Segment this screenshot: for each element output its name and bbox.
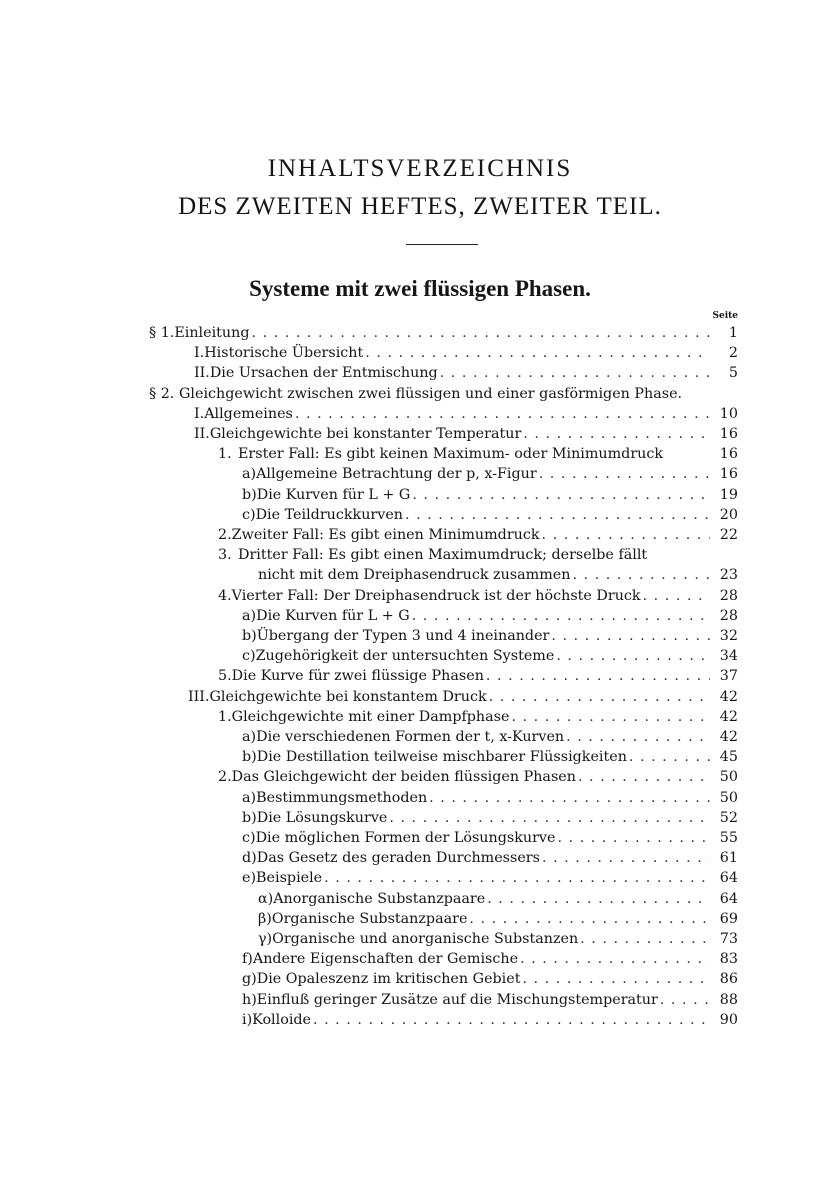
toc-entry-title: Bestimmungsmethoden bbox=[256, 789, 428, 806]
toc-entry bbox=[242, 464, 738, 484]
toc-entry-number: 1. bbox=[218, 446, 232, 463]
toc-entry-page: 90 bbox=[719, 1011, 738, 1028]
toc-entry bbox=[258, 565, 738, 585]
toc-entry bbox=[242, 808, 738, 828]
toc-entry bbox=[242, 1010, 738, 1030]
toc-entry-title: Gleichgewichte bei konstanter Temperatur bbox=[209, 426, 522, 442]
toc-entry-title: nicht mit dem Dreiphasendruck zusammen bbox=[258, 567, 571, 584]
toc-entry bbox=[242, 626, 738, 646]
toc-entry-page: 55 bbox=[719, 830, 738, 846]
toc-entry-title: Die Opaleszenz im kritischen Gebiet bbox=[256, 971, 521, 988]
toc-entry-number: II. bbox=[194, 426, 210, 442]
toc-entry-page: 16 bbox=[719, 426, 738, 442]
dot-leader bbox=[440, 363, 710, 383]
toc-entry-number: b) bbox=[242, 628, 257, 644]
toc-entry-title: Allgemeines bbox=[204, 405, 293, 422]
toc-entry bbox=[258, 929, 738, 949]
toc-entry-page: 28 bbox=[719, 587, 738, 604]
toc-entry-page: 50 bbox=[719, 789, 738, 806]
toc-entry-page: 50 bbox=[719, 769, 738, 786]
toc-entry-title: Die möglichen Formen der Lösungskurve bbox=[255, 830, 556, 846]
toc-entry-page: 45 bbox=[719, 749, 738, 766]
dot-leader bbox=[429, 788, 710, 808]
toc-entry bbox=[242, 646, 738, 666]
toc-entry bbox=[149, 384, 738, 404]
toc-entry-page: 88 bbox=[719, 991, 738, 1008]
toc-entry-number: c) bbox=[242, 506, 256, 523]
toc-entry bbox=[242, 485, 738, 505]
toc-entry-page: 52 bbox=[719, 809, 738, 826]
toc-entry bbox=[242, 747, 738, 767]
toc-entry-page: 37 bbox=[719, 668, 738, 685]
toc-entry-page: 28 bbox=[719, 607, 738, 624]
toc-entry-title: Das Gesetz des geraden Durchmessers bbox=[256, 850, 540, 867]
toc-entry-page: 42 bbox=[719, 688, 738, 705]
toc-entry bbox=[218, 545, 738, 565]
toc-entry-title: Dritter Fall: Es gibt einen Maximumdruck; derselbe fällt bbox=[238, 547, 648, 564]
toc-entry-title: Anorganische Substanzpaare bbox=[273, 890, 486, 907]
dot-leader bbox=[580, 929, 710, 949]
toc-entry-number: b) bbox=[242, 749, 257, 766]
toc-entry-title: Kolloide bbox=[252, 1011, 311, 1028]
dot-leader bbox=[412, 485, 710, 505]
toc-entry-title: Organische Substanzpaare bbox=[271, 910, 468, 927]
toc-entry-title: Andere Eigenschaften der Gemische bbox=[252, 951, 519, 968]
toc-entry-number: c) bbox=[242, 648, 256, 665]
toc-entry bbox=[218, 767, 738, 787]
dot-leader bbox=[572, 565, 710, 585]
toc-entry-number: α) bbox=[258, 890, 274, 907]
toc-entry bbox=[242, 505, 738, 525]
toc-entry-page: 73 bbox=[719, 931, 738, 947]
toc-entry-page: 34 bbox=[719, 648, 738, 665]
dot-leader bbox=[523, 424, 710, 444]
toc-entry bbox=[242, 788, 738, 808]
toc-entry-title: Die Destillation teilweise mischbarer Flüssigkeiten bbox=[256, 749, 627, 766]
dot-leader bbox=[486, 666, 710, 686]
dot-leader bbox=[522, 969, 710, 989]
toc-entry bbox=[242, 606, 738, 626]
dot-leader bbox=[313, 1010, 710, 1030]
toc-entry-number: γ) bbox=[258, 931, 273, 947]
toc-entry-title: Gleichgewicht zwischen zwei flüssigen und einer gasförmigen Phase. bbox=[179, 385, 683, 402]
toc-entry-page: 10 bbox=[719, 405, 738, 422]
toc-entry bbox=[242, 727, 738, 747]
toc-entry bbox=[242, 868, 738, 888]
toc-entry bbox=[194, 343, 738, 363]
dot-leader bbox=[629, 747, 710, 767]
toc-entry-page: 20 bbox=[719, 506, 738, 523]
toc-entry-number: f) bbox=[242, 951, 253, 968]
toc-entry-title: Organische und anorganische Substanzen bbox=[272, 931, 579, 947]
toc-entry bbox=[258, 889, 738, 909]
toc-entry-page: 42 bbox=[719, 729, 738, 745]
toc-entry-page: 32 bbox=[719, 628, 738, 644]
toc-entry-number: § 2. bbox=[149, 385, 175, 402]
toc-entry-title: Die verschiedenen Formen der t, x-Kurven bbox=[256, 729, 565, 745]
toc-entry-number: β) bbox=[258, 910, 272, 927]
dot-leader bbox=[324, 868, 710, 888]
dot-leader bbox=[511, 707, 710, 727]
toc-entry-number: § 1. bbox=[149, 325, 175, 341]
toc-entry-title: Gleichgewichte mit einer Dampfphase bbox=[231, 708, 510, 725]
section-heading: Systeme mit zwei flüssigen Phasen. bbox=[249, 276, 591, 301]
toc-entry-page: 16 bbox=[719, 446, 738, 463]
toc-entry-title: Das Gleichgewicht der beiden flüssigen Phasen bbox=[231, 769, 576, 786]
toc-entry-title: Beispiele bbox=[256, 870, 323, 887]
toc-entry-number: a) bbox=[242, 607, 257, 624]
toc-entry bbox=[242, 848, 738, 868]
toc-entry-page: 22 bbox=[719, 527, 738, 543]
dot-leader bbox=[295, 404, 710, 424]
toc-entry-number: III. bbox=[188, 688, 210, 705]
dot-leader bbox=[412, 606, 710, 626]
toc-entry-page: 64 bbox=[719, 890, 738, 907]
toc-entry bbox=[218, 586, 738, 606]
dot-leader bbox=[469, 909, 710, 929]
toc-entry bbox=[242, 969, 738, 989]
toc-entry-number: I. bbox=[194, 345, 205, 362]
dot-leader bbox=[487, 889, 710, 909]
toc-entry bbox=[194, 424, 738, 444]
toc-entry-number: II. bbox=[194, 365, 210, 382]
toc-entry-page: 16 bbox=[719, 466, 738, 483]
toc-entry-page: 61 bbox=[719, 850, 738, 867]
dot-leader bbox=[365, 343, 710, 363]
dot-leader bbox=[539, 464, 710, 484]
toc-entry-number: e) bbox=[242, 870, 257, 887]
toc-entry-number: 4. bbox=[218, 587, 232, 604]
toc-entry-number: d) bbox=[242, 850, 257, 867]
toc-entry bbox=[218, 444, 738, 464]
dot-leader bbox=[578, 767, 710, 787]
page-column-label: Seite bbox=[712, 311, 738, 321]
toc-entry-page: 1 bbox=[728, 325, 738, 341]
toc-entry-title: Die Kurve für zwei flüssige Phasen bbox=[231, 668, 484, 685]
toc-entry-number: a) bbox=[242, 466, 257, 483]
toc-entry-page: 64 bbox=[719, 870, 738, 887]
toc-entry bbox=[218, 525, 738, 545]
dot-leader bbox=[566, 727, 710, 747]
toc-entry bbox=[242, 990, 738, 1010]
toc-entry-title: Gleichgewichte bei konstantem Druck bbox=[209, 688, 487, 705]
toc-entry bbox=[242, 949, 738, 969]
toc-subtitle-line: DES ZWEITEN HEFTES, ZWEITER TEIL. bbox=[178, 193, 662, 220]
toc-entry-title: Zugehörigkeit der untersuchten Systeme bbox=[255, 648, 555, 665]
toc-entry-number: I. bbox=[194, 405, 205, 422]
toc-title: INHALTSVERZEICHNIS bbox=[267, 155, 573, 182]
dot-leader bbox=[551, 626, 710, 646]
toc-entry bbox=[242, 828, 738, 848]
toc-entry-number: 3. bbox=[218, 547, 232, 564]
toc-entry bbox=[149, 323, 738, 343]
toc-entry-title: Die Kurven für L + G bbox=[256, 607, 410, 624]
toc-entry-number: 2. bbox=[218, 527, 232, 543]
toc-entry-number: b) bbox=[242, 486, 257, 503]
toc-entry bbox=[218, 666, 738, 686]
toc-entry-page: 83 bbox=[719, 951, 738, 968]
toc-entry-title: Übergang der Typen 3 und 4 ineinander bbox=[256, 628, 550, 644]
dot-leader bbox=[660, 990, 710, 1010]
dot-leader bbox=[405, 505, 710, 525]
toc-entry-page: 23 bbox=[719, 567, 738, 584]
dot-leader bbox=[643, 586, 710, 606]
toc-entry-number: i) bbox=[242, 1011, 253, 1028]
toc-entry-page: 5 bbox=[728, 365, 738, 382]
dot-leader bbox=[489, 687, 710, 707]
toc-entry-page: 42 bbox=[719, 708, 738, 725]
toc-entry-title: Einfluß geringer Zusätze auf die Mischungstemperatur bbox=[256, 991, 658, 1008]
divider-rule bbox=[406, 244, 478, 245]
toc-entry-number: h) bbox=[242, 991, 257, 1008]
toc-entry bbox=[194, 363, 738, 383]
dot-leader bbox=[251, 323, 710, 343]
toc-entry-title: Zweiter Fall: Es gibt einen Minimumdruck bbox=[231, 527, 540, 543]
toc-entry-number: 2. bbox=[218, 769, 232, 786]
dot-leader bbox=[542, 848, 710, 868]
toc-entry-title: Die Teildruckkurven bbox=[255, 506, 403, 523]
toc-entry-number: g) bbox=[242, 971, 257, 988]
toc-entry bbox=[218, 707, 738, 727]
toc-entry-page: 2 bbox=[728, 345, 738, 362]
toc-entry-page: 69 bbox=[719, 910, 738, 927]
toc-entry-number: a) bbox=[242, 729, 257, 745]
dot-leader bbox=[556, 646, 710, 666]
toc-entry-number: 1. bbox=[218, 708, 232, 725]
toc-entry bbox=[188, 687, 738, 707]
toc-entry bbox=[258, 909, 738, 929]
dot-leader bbox=[520, 949, 710, 969]
toc-entry-title: Einleitung bbox=[174, 325, 250, 341]
toc-entry-page: 19 bbox=[719, 486, 738, 503]
toc-entry-page: 86 bbox=[719, 971, 738, 988]
toc-entry-title: Allgemeine Betrachtung der p, x-Figur bbox=[256, 466, 537, 483]
toc-entry-number: b) bbox=[242, 809, 257, 826]
dot-leader bbox=[557, 828, 710, 848]
toc-entry-title: Vierter Fall: Der Dreiphasendruck ist der höchste Druck bbox=[231, 587, 641, 604]
toc-entry-number: 5. bbox=[218, 668, 232, 685]
toc-entry-title: Die Lösungskurve bbox=[256, 809, 388, 826]
toc-entry-number: c) bbox=[242, 830, 256, 846]
toc-entry-title: Die Ursachen der Entmischung bbox=[209, 365, 438, 382]
toc-entry-number: a) bbox=[242, 789, 257, 806]
toc-entry bbox=[194, 404, 738, 424]
dot-leader bbox=[389, 808, 710, 828]
toc-entry-title: Erster Fall: Es gibt keinen Maximum- oder Minimumdruck bbox=[238, 446, 664, 463]
dot-leader bbox=[542, 525, 710, 545]
toc-entry-title: Die Kurven für L + G bbox=[256, 486, 411, 503]
toc-entry-title: Historische Übersicht bbox=[204, 345, 364, 362]
